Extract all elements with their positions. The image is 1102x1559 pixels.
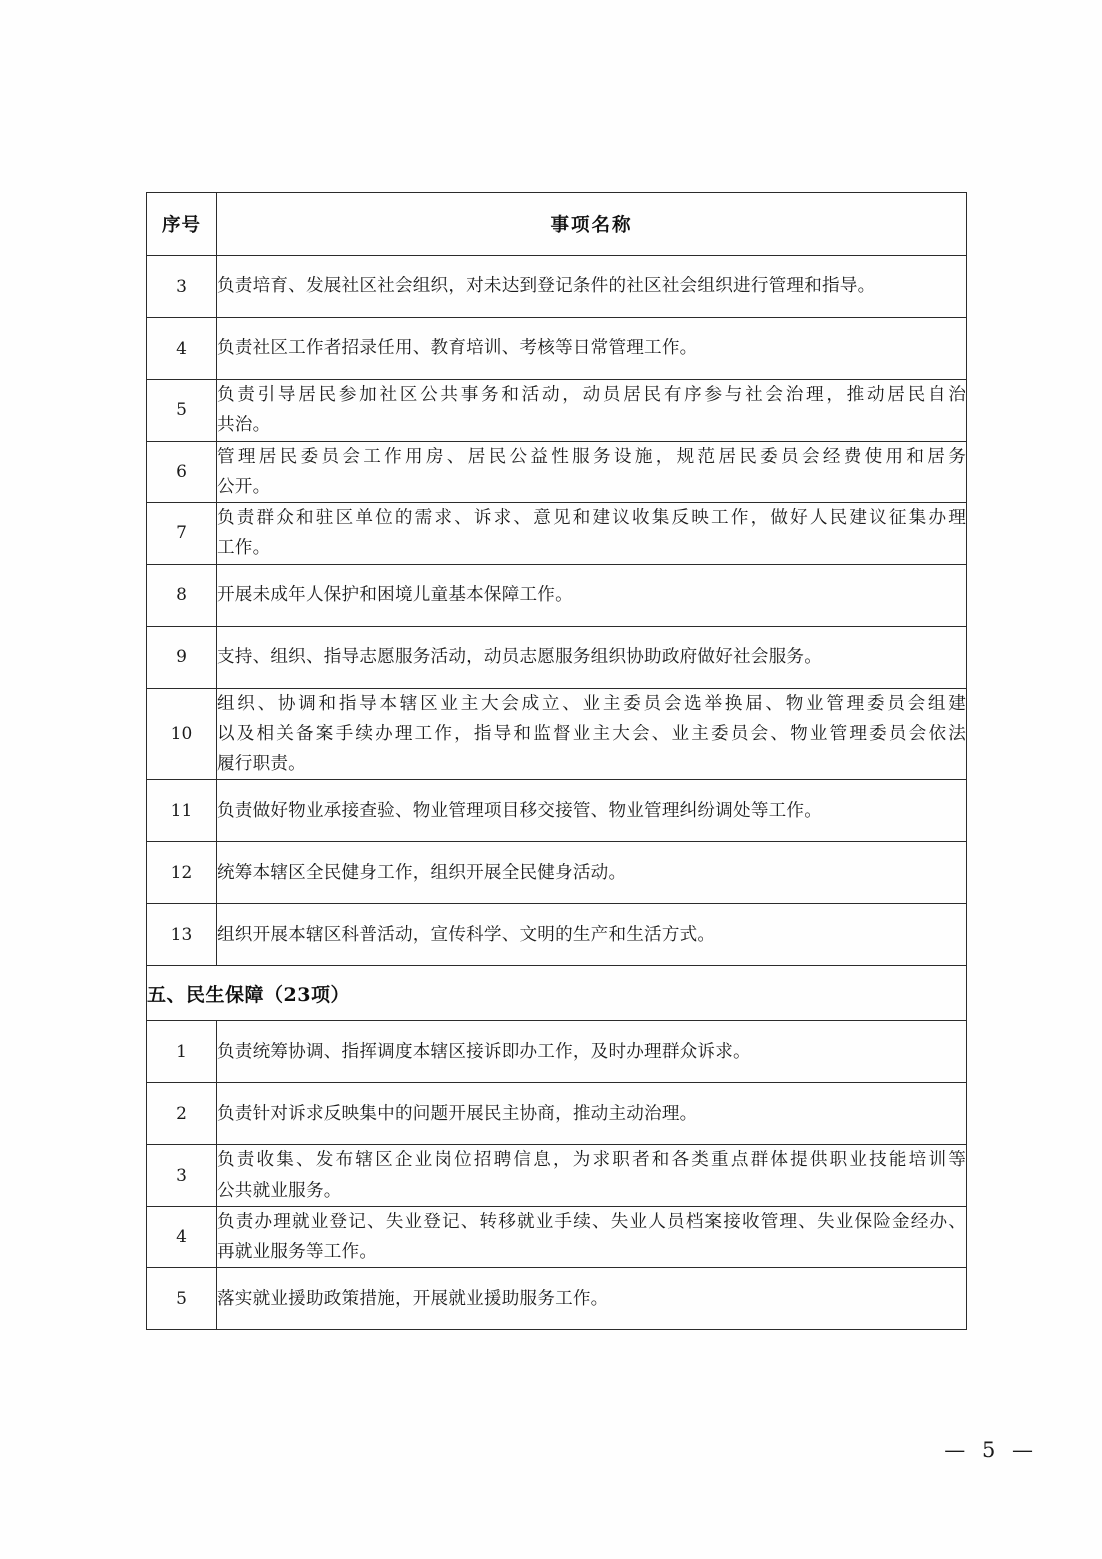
table-body <box>147 193 967 1330</box>
item-name-cell <box>217 842 967 904</box>
item-text-line: 以及相关备案手续办理工作，指导和监督业主大会、业主委员会、物业管理委员会依法 <box>217 723 966 744</box>
item-text-line: 支持、组织、指导志愿服务活动，动员志愿服务组织协助政府做好社会服务。 <box>217 646 822 667</box>
header-item-name: 事项名称 <box>217 193 967 256</box>
table-row <box>147 1083 967 1145</box>
item-number-cell: 12 <box>147 842 217 904</box>
item-name-cell <box>217 1083 967 1145</box>
table-row <box>147 503 967 565</box>
table-row <box>147 1268 967 1330</box>
item-text-line: 负责做好物业承接查验、物业管理项目移交接管、物业管理纠纷调处等工作。 <box>217 800 822 821</box>
item-number-cell: 2 <box>147 1083 217 1145</box>
item-text-line: 负责收集、发布辖区企业岗位招聘信息，为求职者和各类重点群体提供职业技能培训等 <box>217 1150 966 1171</box>
item-text-line: 负责群众和驻区单位的需求、诉求、意见和建议收集反映工作，做好人民建议征集办理 <box>217 508 966 528</box>
table-row <box>147 380 967 442</box>
item-number-cell: 5 <box>147 1268 217 1330</box>
item-number-cell: 4 <box>147 1206 217 1268</box>
item-text-line: 统筹本辖区全民健身工作，组织开展全民健身活动。 <box>217 862 627 883</box>
item-name-cell <box>217 688 967 780</box>
item-number-cell: 7 <box>147 503 217 565</box>
item-text-line: 开展未成年人保护和困境儿童基本保障工作。 <box>217 584 573 605</box>
item-name-cell <box>217 441 967 503</box>
item-number-cell: 5 <box>147 380 217 442</box>
item-name-cell <box>217 380 967 442</box>
item-name-cell <box>217 1145 967 1207</box>
item-name-cell <box>217 1268 967 1330</box>
item-text-line: 负责办理就业登记、失业登记、转移就业手续、失业人员档案接收管理、失业保险金经办、 <box>217 1211 966 1232</box>
item-text-line: 公共就业服务。 <box>217 1180 342 1201</box>
section-title: 五、民生保障（23项） <box>147 966 967 1021</box>
table-row <box>147 688 967 780</box>
item-number-cell: 3 <box>147 1145 217 1207</box>
item-text-line: 落实就业援助政策措施，开展就业援助服务工作。 <box>217 1288 609 1309</box>
item-number-cell: 8 <box>147 564 217 626</box>
item-name-cell <box>217 904 967 966</box>
item-text-line: 共治。 <box>217 415 271 436</box>
item-text-line: 组织、协调和指导本辖区业主大会成立、业主委员会选举换届、物业管理委员会组建 <box>217 693 966 714</box>
duties-table <box>146 192 967 1330</box>
table-row <box>147 564 967 626</box>
item-number-cell: 11 <box>147 780 217 842</box>
table-row <box>147 318 967 380</box>
section-heading-row <box>147 966 967 1021</box>
item-name-cell <box>217 1206 967 1268</box>
item-name-cell <box>217 564 967 626</box>
item-text-line: 管理居民委员会工作用房、居民公益性服务设施，规范居民委员会经费使用和居务 <box>217 446 966 467</box>
item-number-cell: 13 <box>147 904 217 966</box>
table-row <box>147 626 967 688</box>
item-number-cell: 9 <box>147 626 217 688</box>
table-header-row <box>147 193 967 256</box>
item-number-cell: 1 <box>147 1021 217 1083</box>
item-text-line: 再就业服务等工作。 <box>217 1242 378 1262</box>
table-row <box>147 1145 967 1207</box>
item-name-cell <box>217 780 967 842</box>
table-row <box>147 441 967 503</box>
item-name-cell <box>217 318 967 380</box>
item-text-line: 履行职责。 <box>217 754 306 774</box>
header-no: 序号 <box>147 193 217 256</box>
item-text-line: 负责引导居民参加社区公共事务和活动，动员居民有序参与社会治理，推动居民自治 <box>217 385 966 405</box>
table-row <box>147 1021 967 1083</box>
item-number-cell: 6 <box>147 441 217 503</box>
table-row <box>147 842 967 904</box>
item-number-cell: 3 <box>147 256 217 318</box>
page-number: — 5 — <box>944 1438 1038 1462</box>
item-name-cell <box>217 1021 967 1083</box>
table-row <box>147 780 967 842</box>
table-row <box>147 1206 967 1268</box>
table-row <box>147 256 967 318</box>
item-text-line: 负责统筹协调、指挥调度本辖区接诉即办工作，及时办理群众诉求。 <box>217 1041 751 1062</box>
item-text-line: 负责培育、发展社区社会组织，对未达到登记条件的社区社会组织进行管理和指导。 <box>217 276 876 297</box>
item-text-line: 组织开展本辖区科普活动，宣传科学、文明的生产和生活方式。 <box>217 924 716 945</box>
item-text-line: 负责针对诉求反映集中的问题开展民主协商，推动主动治理。 <box>217 1103 698 1124</box>
item-text-line: 工作。 <box>217 538 271 559</box>
item-text-line: 公开。 <box>217 476 271 497</box>
item-text-line: 负责社区工作者招录任用、教育培训、考核等日常管理工作。 <box>217 338 698 359</box>
item-number-cell: 4 <box>147 318 217 380</box>
table-row <box>147 904 967 966</box>
item-name-cell <box>217 503 967 565</box>
item-number-cell: 10 <box>147 688 217 780</box>
item-name-cell <box>217 256 967 318</box>
item-name-cell <box>217 626 967 688</box>
